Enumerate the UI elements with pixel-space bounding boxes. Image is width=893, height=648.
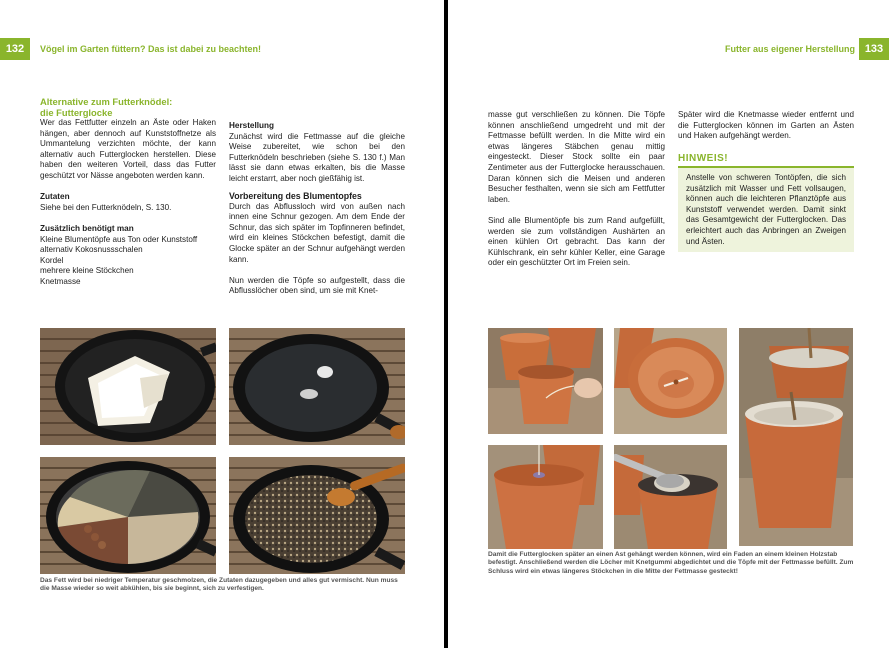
hinweis-box: [678, 153, 854, 257]
left-running-header: Vögel im Garten füttern? Das ist dabei zu beachten!: [40, 44, 262, 54]
zutaten-text: Siehe bei den Futterknödeln, S. 130.: [40, 202, 172, 212]
photo-pot-inside-stick: [614, 328, 727, 434]
right-photo-caption: Damit die Futterglocken später an einen Ast gehängt werden können, wird ein Faden an einem kleinen Holzstab befestigt. Anschließend werden die Löcher mit Knetgummi abgedichtet und die Töpfe mit der Fettmasse befüllt. Zum Schluss wird ein etwas längeres Stöckchen in die Mitte der Fettmasse gesteckt!: [488, 551, 854, 575]
list-item: Kleine Blumentöpfe aus Ton oder Kunststoff: [40, 234, 198, 244]
photo-pan-ingredients: [40, 457, 216, 574]
photo-pots-string: [488, 328, 603, 434]
hinweis-text: Anstelle von schweren Tontöpfen, die sich zusätzlich mit Wasser und Fett vollsaugen, können auch die leichteren Pflanztöpfe aus Kunststoff verwendet werden. Damit sinkt das Gesamtgewicht der Futterglocken. Das erleichtert auch das Anbringen an Zweigen und Ästen.: [678, 168, 854, 252]
photo-pot-with-putty: [488, 445, 603, 549]
benoetigt-heading: Zusätzlich benötigt man: [40, 223, 134, 233]
book-gutter: [444, 0, 448, 648]
right-column-1: [488, 110, 665, 269]
benoetigt-list: [40, 235, 216, 288]
right-column-2-paragraph: Später wird die Knetmasse wieder entfernt und die Futterglocken können im Garten an Ästen und Haken aufgehängt werden.: [678, 110, 854, 141]
vorbereitung-text: Durch das Abflussloch wird von außen nach innen eine Schnur gezogen. Am dem Ende der Schnur, das sich später im Topfinneren befindet, wird ein kleines Stöckchen befestigt, damit die Glocke später an der Schnur aufgehängt werden kann.: [229, 201, 405, 264]
hinweis-title: HINWEIS!: [678, 153, 729, 164]
vorbereitung-heading: Vorbereitung des Blumentopfes: [229, 190, 362, 201]
left-page: [0, 0, 445, 648]
aufstellen-text: Nun werden die Töpfe so aufgestellt, dass die Abflusslöcher oben sind, um sie mit Knet-: [229, 275, 405, 296]
left-photo-caption: Das Fett wird bei niedriger Temperatur geschmolzen, die Zutaten dazugegeben und alles gut vermischt. Nun muss die Masse wieder so weit abkühlen, bis sie beginnt, sich zu verfestigen.: [40, 577, 398, 593]
photo-pan-with-fat: [40, 328, 216, 445]
right-running-header: Futter aus eigener Herstellung: [724, 44, 855, 54]
herstellung-text: Zunächst wird die Fettmasse auf die gleiche Weise zubereitet, wie schon bei den Futterknödeln beschrieben (siehe S. 130 f.) Man lässt sie dann etwas erkalten, bis die Masse leicht erstarrt, aber noch gießfähig ist.: [229, 131, 405, 183]
list-item: Knetmasse: [40, 276, 81, 286]
right-paragraph-1: masse gut verschließen zu können. Die Töpfe können anschließend umgedreht und mit der Fettmasse befüllt werden. In die Mitte wird ein etwas längeres Stäbchen genau mittig eingesteckt. Dieser Stock sollte ein paar Zentimeter aus der Futterglocke herausschauen. Daran können sich die Meisen und anderen Besucher festhalten, wenn sie sich am Fettfutter laben.: [488, 110, 665, 204]
zutaten-heading: Zutaten: [40, 192, 70, 202]
list-item: mehrere kleine Stöckchen: [40, 266, 134, 276]
section-title-line2: die Futterglocke: [40, 107, 113, 118]
left-column-2: [229, 121, 405, 297]
intro-paragraph: Wer das Fettfutter einzeln an Äste oder Haken hängen, aber dennoch auf Kunststoffnetze als Ummantelung verzichten möchte, der kann alternativ auch Futterglocken herstellen. Diese haben den weiteren Vorteil, dass das Futter geschützt vor Nässe angeboten werden kann.: [40, 118, 216, 180]
photo-finished-bells: [739, 328, 853, 546]
photo-pan-mixed-mass: [229, 457, 405, 574]
right-column-2: [678, 110, 854, 142]
list-item: alternativ Kokosnussschalen: [40, 245, 143, 255]
left-column-1: [40, 96, 216, 288]
photo-filling-pot: [614, 445, 727, 549]
right-page-number: 133: [859, 38, 889, 60]
herstellung-heading: Herstellung: [229, 121, 275, 130]
left-page-number: 132: [0, 38, 30, 60]
list-item: Kordel: [40, 255, 64, 265]
right-paragraph-2: Sind alle Blumentöpfe bis zum Rand aufgefüllt, werden sie zum vollständigen Aushärten an einen kühlen Ort gebracht. Das kann der Kühlschrank, ein sehr kühler Keller, eine Garage oder ein geschützter Ort im Freien sein.: [488, 215, 665, 268]
photo-pan-melted-fat: [229, 328, 405, 445]
section-title-line1: Alternative zum Futterknödel:: [40, 96, 173, 107]
